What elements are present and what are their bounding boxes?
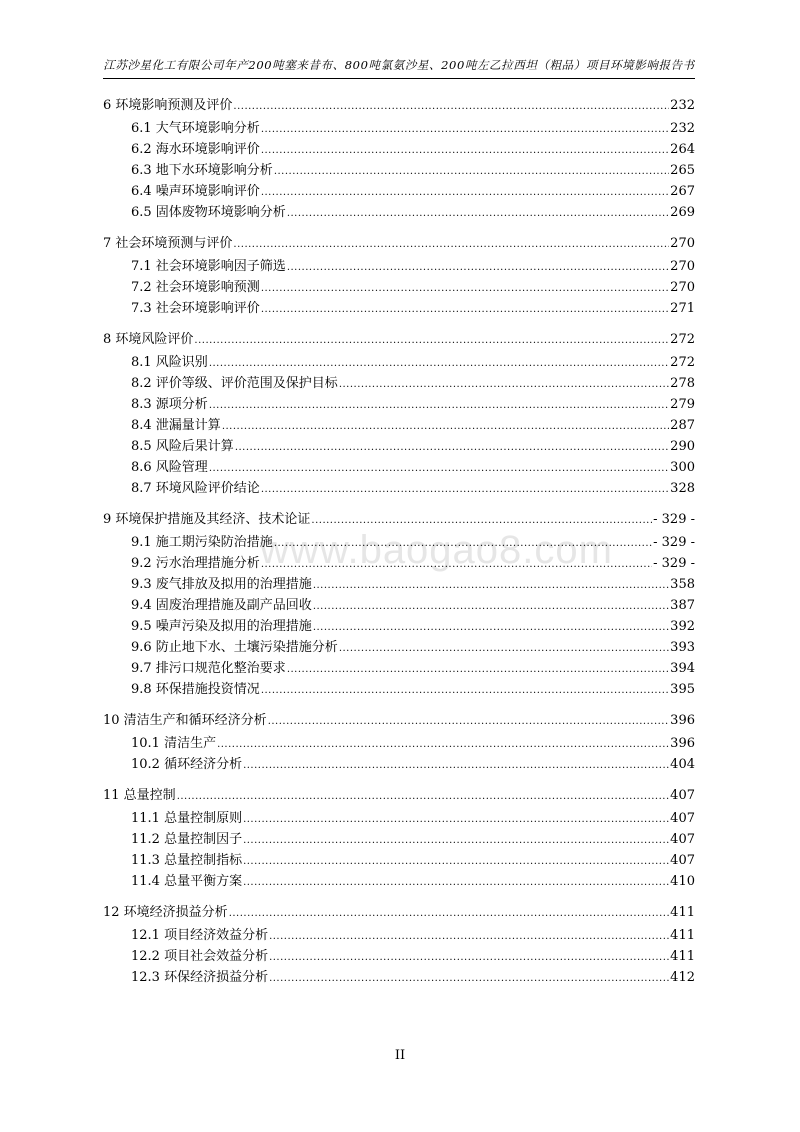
toc-entry-page: 411 [670,928,695,943]
toc-leader-dots [209,460,669,475]
toc-entry-page: 265 [670,163,695,178]
toc-entry[interactable] [103,901,695,920]
toc-entry-page: 279 [670,397,695,412]
toc-entry-label: 6.3 地下水环境影响分析 [131,163,273,178]
toc-entry[interactable] [131,201,695,220]
toc-entry-label: 11.2 总量控制因子 [131,832,243,847]
toc-entry-page: 407 [670,811,695,826]
toc-entry-label: 6.4 噪声环境影响评价 [131,184,260,199]
toc-leader-dots [261,142,669,157]
toc-entry-page: 393 [670,640,695,655]
toc-entry[interactable] [131,924,695,943]
toc-entry-page: 270 [670,280,695,295]
toc-entry-label: 9 环境保护措施及其经济、技术论证 [103,512,311,527]
toc-entry-page: 300 [670,460,695,475]
toc-leader-dots [274,535,652,550]
toc-entry-label: 8.5 风险后果计算 [131,439,234,454]
toc-leader-dots [311,512,652,527]
toc-entry[interactable] [131,477,695,496]
toc-entry-label: 8.3 源项分析 [131,397,208,412]
toc-entry[interactable] [131,414,695,433]
toc-leader-dots [339,640,669,655]
toc-leader-dots [313,619,669,634]
toc-entry-page: 412 [670,970,695,985]
toc-entry[interactable] [131,732,695,751]
toc-entry-label: 6 环境影响预测及评价 [103,98,233,113]
toc-entry-label: 8 环境风险评价 [103,332,194,347]
toc-entry-label: 12.1 项目经济效益分析 [131,928,269,943]
toc-leader-dots [261,556,652,571]
toc-entry-label: 9.2 污水治理措施分析 [131,556,260,571]
toc-entry-label: 9.4 固废治理措施及副产品回收 [131,598,312,613]
toc-leader-dots [268,713,669,728]
toc-entry-page: 358 [670,577,695,592]
toc-entry[interactable] [131,138,695,157]
toc-entry[interactable] [131,945,695,964]
toc-leader-dots [313,577,669,592]
toc-entry-page: 387 [670,598,695,613]
toc-leader-dots [287,259,669,274]
toc-leader-dots [339,376,669,391]
toc-entry[interactable] [131,753,695,772]
toc-entry-page: 395 [670,682,695,697]
toc-entry[interactable] [103,94,695,113]
toc-entry-page: 271 [670,301,695,316]
toc-entry-label: 6.2 海水环境影响评价 [131,142,260,157]
toc-entry-page: 328 [670,481,695,496]
toc-entry[interactable] [131,966,695,985]
toc-entry[interactable] [131,276,695,295]
toc-entry-label: 8.4 泄漏量计算 [131,418,221,433]
toc-entry-page: 411 [670,905,695,920]
toc-entry-label: 8.7 环境风险评价结论 [131,481,260,496]
toc-entry[interactable] [131,657,695,676]
toc-entry-page: 290 [670,439,695,454]
toc-entry[interactable] [131,552,695,571]
toc-entry-label: 11.3 总量控制指标 [131,853,243,868]
toc-entry-label: 6.5 固体废物环境影响分析 [131,205,286,220]
toc-leader-dots [269,949,669,964]
toc-entry-page: 269 [670,205,695,220]
toc-entry-label: 9.5 噪声污染及拟用的治理措施 [131,619,312,634]
toc-entry-label: 8.1 风险识别 [131,355,208,370]
toc-entry-page: 396 [670,713,695,728]
toc-entry[interactable] [131,297,695,316]
toc-entry-page: 404 [670,757,695,772]
toc-entry-label: 9.3 废气排放及拟用的治理措施 [131,577,312,592]
toc-entry[interactable] [131,393,695,412]
toc-leader-dots [313,598,669,613]
toc-leader-dots [243,757,669,772]
toc-entry[interactable] [131,807,695,826]
toc-leader-dots [274,163,669,178]
toc-leader-dots [269,928,669,943]
page-number: II [394,1048,406,1063]
toc-leader-dots [229,905,669,920]
toc-entry-label: 9.8 环保措施投资情况 [131,682,260,697]
toc-entry-page: 232 [670,98,695,113]
toc-leader-dots [243,832,669,847]
toc-entry-page: 407 [670,853,695,868]
toc-leader-dots [233,236,669,251]
toc-leader-dots [261,280,669,295]
toc-entry-page: 407 [670,788,695,803]
toc-entry-page: 232 [670,121,695,136]
toc-entry[interactable] [131,255,695,274]
toc-leader-dots [233,98,669,113]
toc-entry-page: 411 [670,949,695,964]
toc-entry[interactable] [131,615,695,634]
toc-entry-page: 270 [670,236,695,251]
toc-leader-dots [261,682,669,697]
toc-leader-dots [261,301,669,316]
toc-entry-label: 9.1 施工期污染防治措施 [131,535,273,550]
toc-entry[interactable] [131,351,695,370]
toc-entry-label: 7 社会环境预测与评价 [103,236,233,251]
toc-entry[interactable] [131,573,695,592]
toc-entry[interactable] [131,180,695,199]
header-rule [103,78,695,79]
toc-leader-dots [243,874,669,889]
toc-entry[interactable] [131,828,695,847]
toc-leader-dots [261,184,669,199]
toc-entry[interactable] [131,678,695,697]
toc-leader-dots [243,853,669,868]
toc-entry[interactable] [131,636,695,655]
page-header: 江苏沙星化工有限公司年产200吨塞来昔布、800吨氯氨沙星、200吨左乙拉西坦（粗品）项目环境影响报告书 [103,58,695,72]
toc-leader-dots [217,736,669,751]
toc-entry-label: 10 清洁生产和循环经济分析 [103,713,267,728]
toc-leader-dots [194,332,669,347]
toc-entry-label: 9.6 防止地下水、土壤污染措施分析 [131,640,338,655]
toc-entry-page: 267 [670,184,695,199]
toc-leader-dots [177,788,669,803]
toc-entry[interactable] [131,531,695,550]
toc-leader-dots [261,481,669,496]
toc-leader-dots [235,439,669,454]
toc-leader-dots [287,205,669,220]
toc-entry-page: - 329 - [653,512,695,527]
toc-entry-label: 12.2 项目社会效益分析 [131,949,269,964]
toc-leader-dots [209,355,669,370]
toc-entry-label: 6.1 大气环境影响分析 [131,121,260,136]
toc-entry[interactable] [103,508,695,527]
toc-entry-page: 287 [670,418,695,433]
toc-entry-page: - 329 - [653,535,695,550]
toc-leader-dots [209,397,669,412]
toc-entry-page: 278 [670,376,695,391]
toc-entry[interactable] [131,870,695,889]
toc-entry[interactable] [103,784,695,803]
toc-entry-page: 407 [670,832,695,847]
toc-entry[interactable] [131,594,695,613]
toc-entry-label: 12 环境经济损益分析 [103,905,228,920]
toc-leader-dots [243,811,669,826]
toc-entry-page: 272 [670,355,695,370]
toc-leader-dots [287,661,669,676]
toc-entry-page: 272 [670,332,695,347]
toc-entry[interactable] [103,232,695,251]
toc-entry-label: 11.1 总量控制原则 [131,811,243,826]
toc-entry[interactable] [131,849,695,868]
toc-entry-page: 410 [670,874,695,889]
toc-entry-label: 11.4 总量平衡方案 [131,874,243,889]
toc-leader-dots [261,121,669,136]
toc-entry-page: 392 [670,619,695,634]
toc-entry[interactable] [131,456,695,475]
toc-entry-page: 270 [670,259,695,274]
toc-entry-label: 8.6 风险管理 [131,460,208,475]
toc-entry-label: 9.7 排污口规范化整治要求 [131,661,286,676]
toc-entry-label: 10.2 循环经济分析 [131,757,243,772]
toc-entry-label: 7.1 社会环境影响因子筛选 [131,259,286,274]
toc-entry-label: 7.2 社会环境影响预测 [131,280,260,295]
toc-leader-dots [222,418,669,433]
toc-entry-label: 10.1 清洁生产 [131,736,217,751]
toc-entry[interactable] [103,709,695,728]
toc-entry[interactable] [131,435,695,454]
toc-entry-page: 394 [670,661,695,676]
toc-entry-page: - 329 - [653,556,695,571]
toc-entry-label: 12.3 环保经济损益分析 [131,970,269,985]
toc-entry[interactable] [131,159,695,178]
watermark: www.baogao8.com [260,528,613,572]
toc-entry-label: 7.3 社会环境影响评价 [131,301,260,316]
toc-entry[interactable] [103,328,695,347]
toc-entry[interactable] [131,372,695,391]
toc-entry[interactable] [131,117,695,136]
toc-entry-page: 396 [670,736,695,751]
toc-leader-dots [269,970,669,985]
toc-entry-label: 8.2 评价等级、评价范围及保护目标 [131,376,338,391]
toc-entry-label: 11 总量控制 [103,788,176,803]
toc-entry-page: 264 [670,142,695,157]
